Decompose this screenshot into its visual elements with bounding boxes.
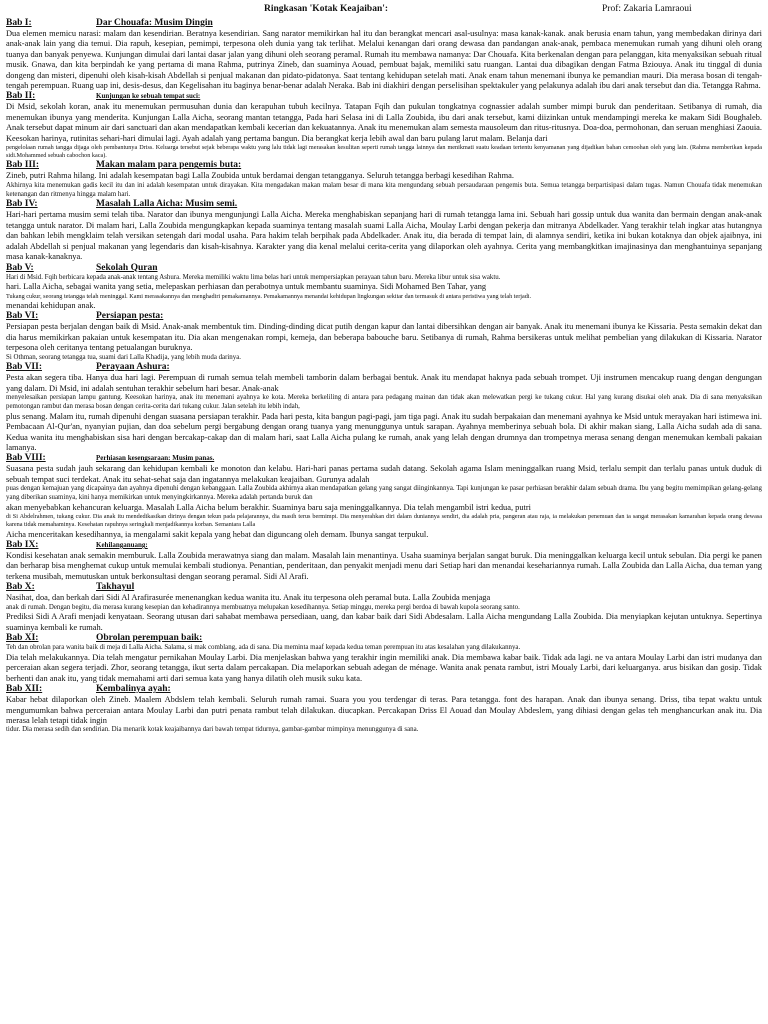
chapter-paragraph: Hari di Msid. Fqih berbicara kepada anak-anak tentang Ashura. Mereka memiliki waktu lima belas hari untuk mempersiapkan perayaan tahun baru. Mereka libur untuk sisa waktu. — [6, 273, 501, 281]
chapter-paragraph: Prediksi Sidi A Arafi menjadi kenyataan. Seorang utusan dari sahabat membawa persediaan, uang, dan kabar baik dari Sidi Abdesalam. Lalla Aicha mengundang Lalla Zoubida. Dia menyiapkan kejutan untuknya. Sepertinya suaminya kembali ke rumah. — [6, 612, 762, 632]
chapter-label: Bab III: — [6, 160, 39, 171]
chapter-label: Bab II: — [6, 91, 36, 102]
chapter-heading — [6, 160, 762, 171]
chapter-list — [6, 18, 762, 735]
chapter-label: Bab XI: — [6, 633, 39, 644]
chapter-paragraph: plus senang. Malam itu, rumah dipenuhi dengan suasana persiapan terakhir. Pada hari pesta, kita bangun pagi-pagi, jam tiga pagi. Anak itu sudah berpakaian dan menemani ayahnya ke Msid untuk merayakan hari istimewa ini. Pembacaan Al-Qur'an, nyanyian pujian, dan doa sebelum pergi bergabung dengan orang tuanya yang menunggunya untuk sarapan. Ayahnya memberinya sebuah bola. Di akhir makan siang, Lalla Aicha sudah ada di sana. Kedua wanita itu menghabiskan sisa hari dengan bercakap-cakap dan di malam hari, saat Lalla Aicha pulang ke rumah, anak yang lelah dengan drumnya dan trompetnya merasa senang dengan menemukan kembali pakaian lamanya. — [6, 411, 762, 452]
chapter-heading — [6, 633, 762, 644]
chapter-section — [6, 362, 762, 453]
chapter-section — [6, 684, 762, 735]
chapter-subtitle: Perayaan Ashura: — [96, 362, 170, 373]
chapter-subtitle: Dar Chouafa: Musim Dingin — [96, 18, 213, 28]
document-author: Prof: Zakaria Lamraoui — [602, 4, 692, 14]
chapter-heading — [6, 18, 762, 29]
chapter-label: Bab X: — [6, 582, 35, 593]
chapter-paragraph: pengelolaan rumah tangga dijaga oleh pembantunya Driss. Keluarga tersebut sejak beberapa waktu yang lalu tidak lagi merasakan kesulitan seperti rumah tangga lainnya dan menikmati suatu keadaan tertentu kenyamanan yang dijadikan bahan cemoohan oleh yang lain. (Rahma memberikan kepada sidi.Mohammed sebuah cabochon kaca). — [6, 144, 762, 160]
chapter-paragraph: puas dengan kemajuan yang dicapainya dan ayahnya dipenuhi dengan kebanggaan. Lalla Zoubida akhirnya akan mendapatkan gelang yang sangat diinginkannya. Tapi kunjungan ke pasar perhiasan berakhir dalam sebuah drama. Ibu yang begitu memimpikan gelang-gelang yang diberikan suaminya, kini hanya memikirkan untuk menyingkirkannya. Mereka adalah pertanda buruk dan — [6, 485, 762, 501]
chapter-subtitle: Makan malam para pengemis buta: — [96, 160, 242, 171]
chapter-section — [6, 199, 762, 262]
chapter-paragraph: Teh dan obrolan para wanita baik di meja di Lalla Aicha. Salama, si mak comblang, ada di sana. Dia meminta maaf kepada kedua teman perempuan itu atas kesalahan yang dilakukannya. — [6, 644, 521, 652]
chapter-paragraph: Tukang cukur, seorang tetangga telah meninggal. Kami merasakannya dan menghadiri pemakamannya. Pemakamannya menandai kehidupan lingkungan sekitar dan termasuk di antara peristiwa yang telah terjadi. — [6, 292, 532, 300]
chapter-heading — [6, 311, 762, 322]
chapter-label: Bab IX: — [6, 539, 39, 550]
chapter-paragraph: hari. Lalla Aicha, sebagai wanita yang setia, melepaskan perhiasan dan perabotnya untuk membantu suaminya. Sidi Mohamed Ben Tahar, yang — [6, 282, 487, 292]
chapter-paragraph: Persiapan pesta berjalan dengan baik di Msid. Anak-anak membentuk tim. Dinding-dinding dicat putih dengan kapur dan lantai dibersihkan dengan air banyak. Anak itu menemani ibunya ke Kissaria. Pesta semakin dekat dan dia harus memikirkan pakaian untuk kesempatan itu. Dia akan mengenakan rompi, kemeja, dan beberapa babouche baru. Setibanya di rumah, Rahma bersikeras untuk melihat pembelian yang dilakukan di Kissaria. Narator terpesona oleh ceritanya tentang petualangan buruknya. — [6, 322, 762, 353]
chapter-section — [6, 263, 762, 312]
chapter-paragraph: Nasihat, doa, dan berkah dari Sidi Al Arafirasurée menenangkan kedua wanita itu. Anak itu terpesona oleh peramal buta. Lalla Zoubida menjaga — [6, 593, 491, 603]
chapter-paragraph: akan menyebabkan kehancuran keluarga. Masalah Lalla Aicha belum berakhir. Suaminya baru saja meninggalkannya. Dia telah mengambil istri kedua, putri — [6, 502, 531, 512]
chapter-section — [6, 540, 762, 582]
chapter-subtitle: Kunjungan ke sebuah tempat suci: — [96, 92, 201, 101]
chapter-paragraph: tidur. Dia merasa sedih dan sendirian. Dia menarik kotak keajaibannya dari bawah tempat tidurnya, gambar-gambar mimpinya menunggunya di sana. — [6, 726, 419, 734]
chapter-section — [6, 311, 762, 362]
chapter-section — [6, 160, 762, 199]
chapter-paragraph: di Si Abdelrahmen, tukang cukur. Dia anak itu mendedikasikan dirinya dengan tekun pada pelajarannya, dia masih terus bermimpi. Dia menyerahkan diri dalam duniannya sendiri, dia adalah pria, pangeran atau raja, ia melakukan penemuan dan ia sangat merasakan kamarahan kepada orang dewasa karena tidak memahaminya. Kesehatan rapuhnya seringkali menjadikannya korban. Semantara Lalla — [6, 513, 762, 529]
document-header — [6, 4, 762, 18]
chapter-paragraph: Pesta akan segera tiba. Hanya dua hari lagi. Perempuan di rumah semua telah membeli tamborin dalam berbagai bentuk. Anak itu mendapat haknya pada sebuah trompet. Uji instrumen mencakup ruang dengan dengungan yang dalam. Di Msid, ini adalah sentuhan terakhir sebelum hari besar. Anak-anak — [6, 373, 762, 393]
chapter-heading — [6, 362, 762, 373]
chapter-paragraph: Zineb, putri Rahma hilang. Ini adalah kesempatan bagi Lalla Zoubida untuk berdamai dengan tetangganya. Seluruh tetangga berbagi kesedihan Rahma. — [6, 171, 514, 181]
chapter-label: Bab I: — [6, 18, 32, 28]
chapter-label: Bab VII: — [6, 362, 42, 373]
chapter-paragraph: Suasana pesta sudah jauh sekarang dan kehidupan kembali ke monoton dan kelabu. Hari-hari panas pertama sudah datang. Sekolah agama Islam meninggalkan ruang Msid, terlalu sempit dan terlalu panas untuk duduk di sebuah tempat suci terdekat. Anak itu sehat-sehat saja dan ingatannya melakukan keajaiban. Gurunya adalah — [6, 464, 762, 484]
chapter-subtitle: Kehilanganuang: — [96, 540, 148, 549]
chapter-paragraph: anak di rumah. Dengan begitu, dia merasa kurang kesepian dan kehadirannya membuatnya melupakan kesedihannya. Setiap minggu, mereka pergi berdoa di bawah kupola seorang santo. — [6, 603, 520, 611]
chapter-paragraph: Akhirnya kita menemukan gadis kecil itu dan ini adalah kesempatan untuk dirayakan. Kita mengadakan makan malam besar di mana kita mengundang sebuah persaudaraan pengemis buta. Semua tetangga berpartisipasi dalam tugas. Namun Chouafa tidak menemukan ketenangan dan ritmenya hingga malam hari. — [6, 181, 762, 198]
chapter-subtitle: Persiapan pesta: — [96, 311, 164, 322]
chapter-heading — [6, 684, 762, 695]
chapter-section — [6, 633, 762, 684]
chapter-heading — [6, 91, 762, 102]
chapter-section — [6, 18, 762, 91]
chapter-paragraph: Aicha menceritakan kesedihannya, ia mengalami sakit kepala yang hebat dan diguncang oleh demam. Ibunya sangat terpukul. — [6, 529, 429, 539]
chapter-section — [6, 453, 762, 540]
document-title: Ringkasan 'Kotak Keajaiban': — [264, 4, 389, 14]
chapter-subtitle: Masalah Lalla Aicha: Musim semi. — [96, 199, 238, 210]
chapter-paragraph: Si Othman, seorang tetangga tua, suami dari Lalla Khadija, yang lebih muda darinya. — [6, 353, 241, 361]
chapter-heading — [6, 263, 762, 274]
chapter-label: Bab VI: — [6, 311, 39, 322]
chapter-subtitle: Perhiasan kesengsaraan: Musim panas. — [96, 454, 215, 463]
chapter-label: Bab IV: — [6, 199, 38, 210]
chapter-label: Bab V: — [6, 262, 34, 273]
chapter-paragraph: menandai kehidupan anak. — [6, 300, 96, 310]
chapter-paragraph: Kondisi kesehatan anak semakin memburuk. Lalla Zoubida merawatnya siang dan malam. Masalah lain menantinya. Usaha suaminya berjalan sangat buruk. Dia meninggalkan keluarga kecil untuk sebulan. Dia pergi ke panen dan berharap bisa menghemat cukup untuk memulai kembali studionya. Penantian, penderitaan, dan penyakit menjadi menu dari Setiap hari dan menandai kesehariannya rumah. Lalla Zoubida dan Lalla Aicha, dua teman yang terkena musibah, memutuskan untuk berkonsultasi dengan seorang peramal. Sidi Al Arafi. — [6, 550, 762, 581]
chapter-paragraph: Dia telah melakukannya. Dia telah mengatur pernikahan Moulay Larbi. Dia menjelaskan bahwa yang terakhir ingin memiliki anak. Dia membawa kabar baik. Tidak ada lagi. ne va antara Moulay Larbi dan istri mudanya dan perceraian akan segera terjadi. Zhor, seorang tetangga, ikut serta dalam percakapan. Dia melaporkan sebuah adegan de ménage. Wanita anak penata rambut, istri Moualy Larbi, dari keluarganya. arus bisikan dan gosip. Tidak berhenti dan anak itu, yang tidak memahami arti dari semua kata yang hanya dilatih oleh musik suku kata. — [6, 653, 762, 683]
chapter-section — [6, 582, 762, 633]
chapter-heading — [6, 453, 762, 464]
chapter-subtitle: Kembalinya ayah: — [96, 684, 171, 695]
chapter-heading — [6, 540, 762, 551]
chapter-subtitle: Obrolan perempuan baik: — [96, 633, 203, 644]
chapter-label: Bab XII: — [6, 684, 43, 695]
chapter-section — [6, 91, 762, 160]
chapter-label: Bab VIII: — [6, 453, 46, 464]
chapter-heading — [6, 199, 762, 210]
chapter-paragraph: menyelesaikan persiapan lampu gantung. Keesokan harinya, anak itu menemani ayahnya ke kota. Mereka berkeliling di antara para pedagang mainan dan tidak akan melewatkan pergi ke tukang cukur. Hal yang kurang disukai oleh anak. Dia di sana menyaksikan pemotongan rambut dan merasa bosan dengan cerita-cerita dari tukang cukur. Jalan setelah itu lebih indah, — [6, 394, 762, 410]
chapter-heading — [6, 582, 762, 593]
chapter-paragraph: Di Msid, sekolah koran, anak itu menemukan permusuhan dunia dan kerapuhan tubuh kecilnya. Tatapan Fqih dan pukulan tongkatnya cognassier adalah sumber mimpi buruk dan penderitaan. Setibanya di rumah, dia menemukan ibunya yang menderita. Kunjungan Lalla Aicha, seorang mantan tetangga, Pada hari Selasa ini di Lalla Zoubida, ibu dari anak tersebut, kami diizinkan untuk mendampingi mereka ke makam Sidi Boughaleb. Anak tersebut dapat minum air dari sanctuari dan akan mendapatkan kembali kecerian dan kekuatannya. Anak itu menemukan alam semesta mausoleum dan ritus-ritusnya. Doa-doa, permohonan, dan seruan menghiasi Zaouia. Keesokan harinya, rutinitas sehari-hari dimulai lagi. Ayah adalah yang pertama bangun. Dia berangkat kerja lebih awal dan baru pulang larut malam. Belanja dari — [6, 102, 762, 143]
chapter-paragraph: Hari-hari pertama musim semi telah tiba. Narator dan ibunya mengunjungi Lalla Aicha. Mereka menghabiskan sepanjang hari di rumah tetangga lama ini. Sebuah hari gossip untuk dua wanita dan bermain dengan anak-anak tetangga untuk narator. Di malam hari, Lalla Zoubida mengungkapkan kepada suaminya tentang masalah suami Lalla Aicha, Moulay Larbi dengan pekerja dan mitranya Abdelkader. Yang terakhir telah ingkar atas hutangnya dan bahkan lebih mengklaim telah versikan setengah dari modal usaha. Para hakim telah berpihak pada Abdelkader. Anak itu, dia berada di tempat lain, di alamnya sendiri, ketika ini bukan kotaknya dan objek ajaibnya, ini adalah Abdellah si penjual makanan yang legendaris dan kisah-kisahnya. Karakter yang dia kenal melalui cerita-cerita yang dilaporkan oleh ayahnya. Cerita yang membangkitkan imajinasinya dan menghantuinya sepanjang masa kanak-kanaknya. — [6, 210, 762, 262]
chapter-paragraph: Dua elemen memicu narasi: malam dan kesendirian. Beratnya kesendirian. Sang narator memikirkan hal itu dan berangkat mencari asal-usulnya: masa kanak-kanak. anak berusia enam tahun, yang membedakan dirinya dari anak-anak lain yang dia temui. Dia rapuh, kesepian, pemimpi, terpesona oleh dunia yang tak terlihat. Melalui kenangan dari orang dewasa dan pandangan anak-anak, pembaca menemukan rumah yang dihuni oleh orang tuanya dan banyak penyewa. Kunjungan dimulai dari lantai dasar jalan yang dihuni oleh seorang peramal. Rumah itu membawa namanya: Dar Chouafa. Kita berkenalan dengan para pelanggan, kita menyaksikan sebuah ritual musik. Gnawa, dan kita berpindah ke yang pertama di mana Rahma, putrinya Zineb, dan suaminya Aouad, pembuat bajak, memiliki satu ruangan. Lantai dua dibagikan dengan Fatma Bziouya. Anak itu tinggal di dunia dongeng dan misteri, dipenuhi oleh kisah-kisah Abdellah si penjual makanan dan pidato-pidatonya. Saat tentang kehidupan setelah mati. Anak enam tahun menemani ibunya ke pemandian mauri. Dia merasa bosan di tengah-tengah perempuan. Ruang uap ini, desis-desus, dan Kegelisahan itu baginya benar-benar adalah Neraka. Bab ini diakhiri dengan perselisihan spektakuler yang pelakunya adalah ibu dari anak tersebut dan dia. Tetangga Rahma. — [6, 29, 762, 91]
chapter-subtitle: Takhayul — [96, 582, 135, 593]
chapter-subtitle: Sekolah Quran — [96, 262, 158, 273]
chapter-paragraph: Kabar hebat dilaporkan oleh Zineb. Maalem Abdslem telah kembali. Seluruh rumah ramai. Suara you you terdengar di teras. Para tetangga. font des harapan. Anak dan ibunya senang. Driss, tiba tepat waktu untuk mengumumkan bahwa perceraian antara Moulay Larbi dan putri penata rambut telah dilakukan. diucapkan. Percakapan Driss El Aouad dan Moulay Abdeslem, yang dihiasi dengan gelas teh menghancurkan anak itu. Dia merasa lelah tetapi tidak ingin — [6, 695, 762, 726]
